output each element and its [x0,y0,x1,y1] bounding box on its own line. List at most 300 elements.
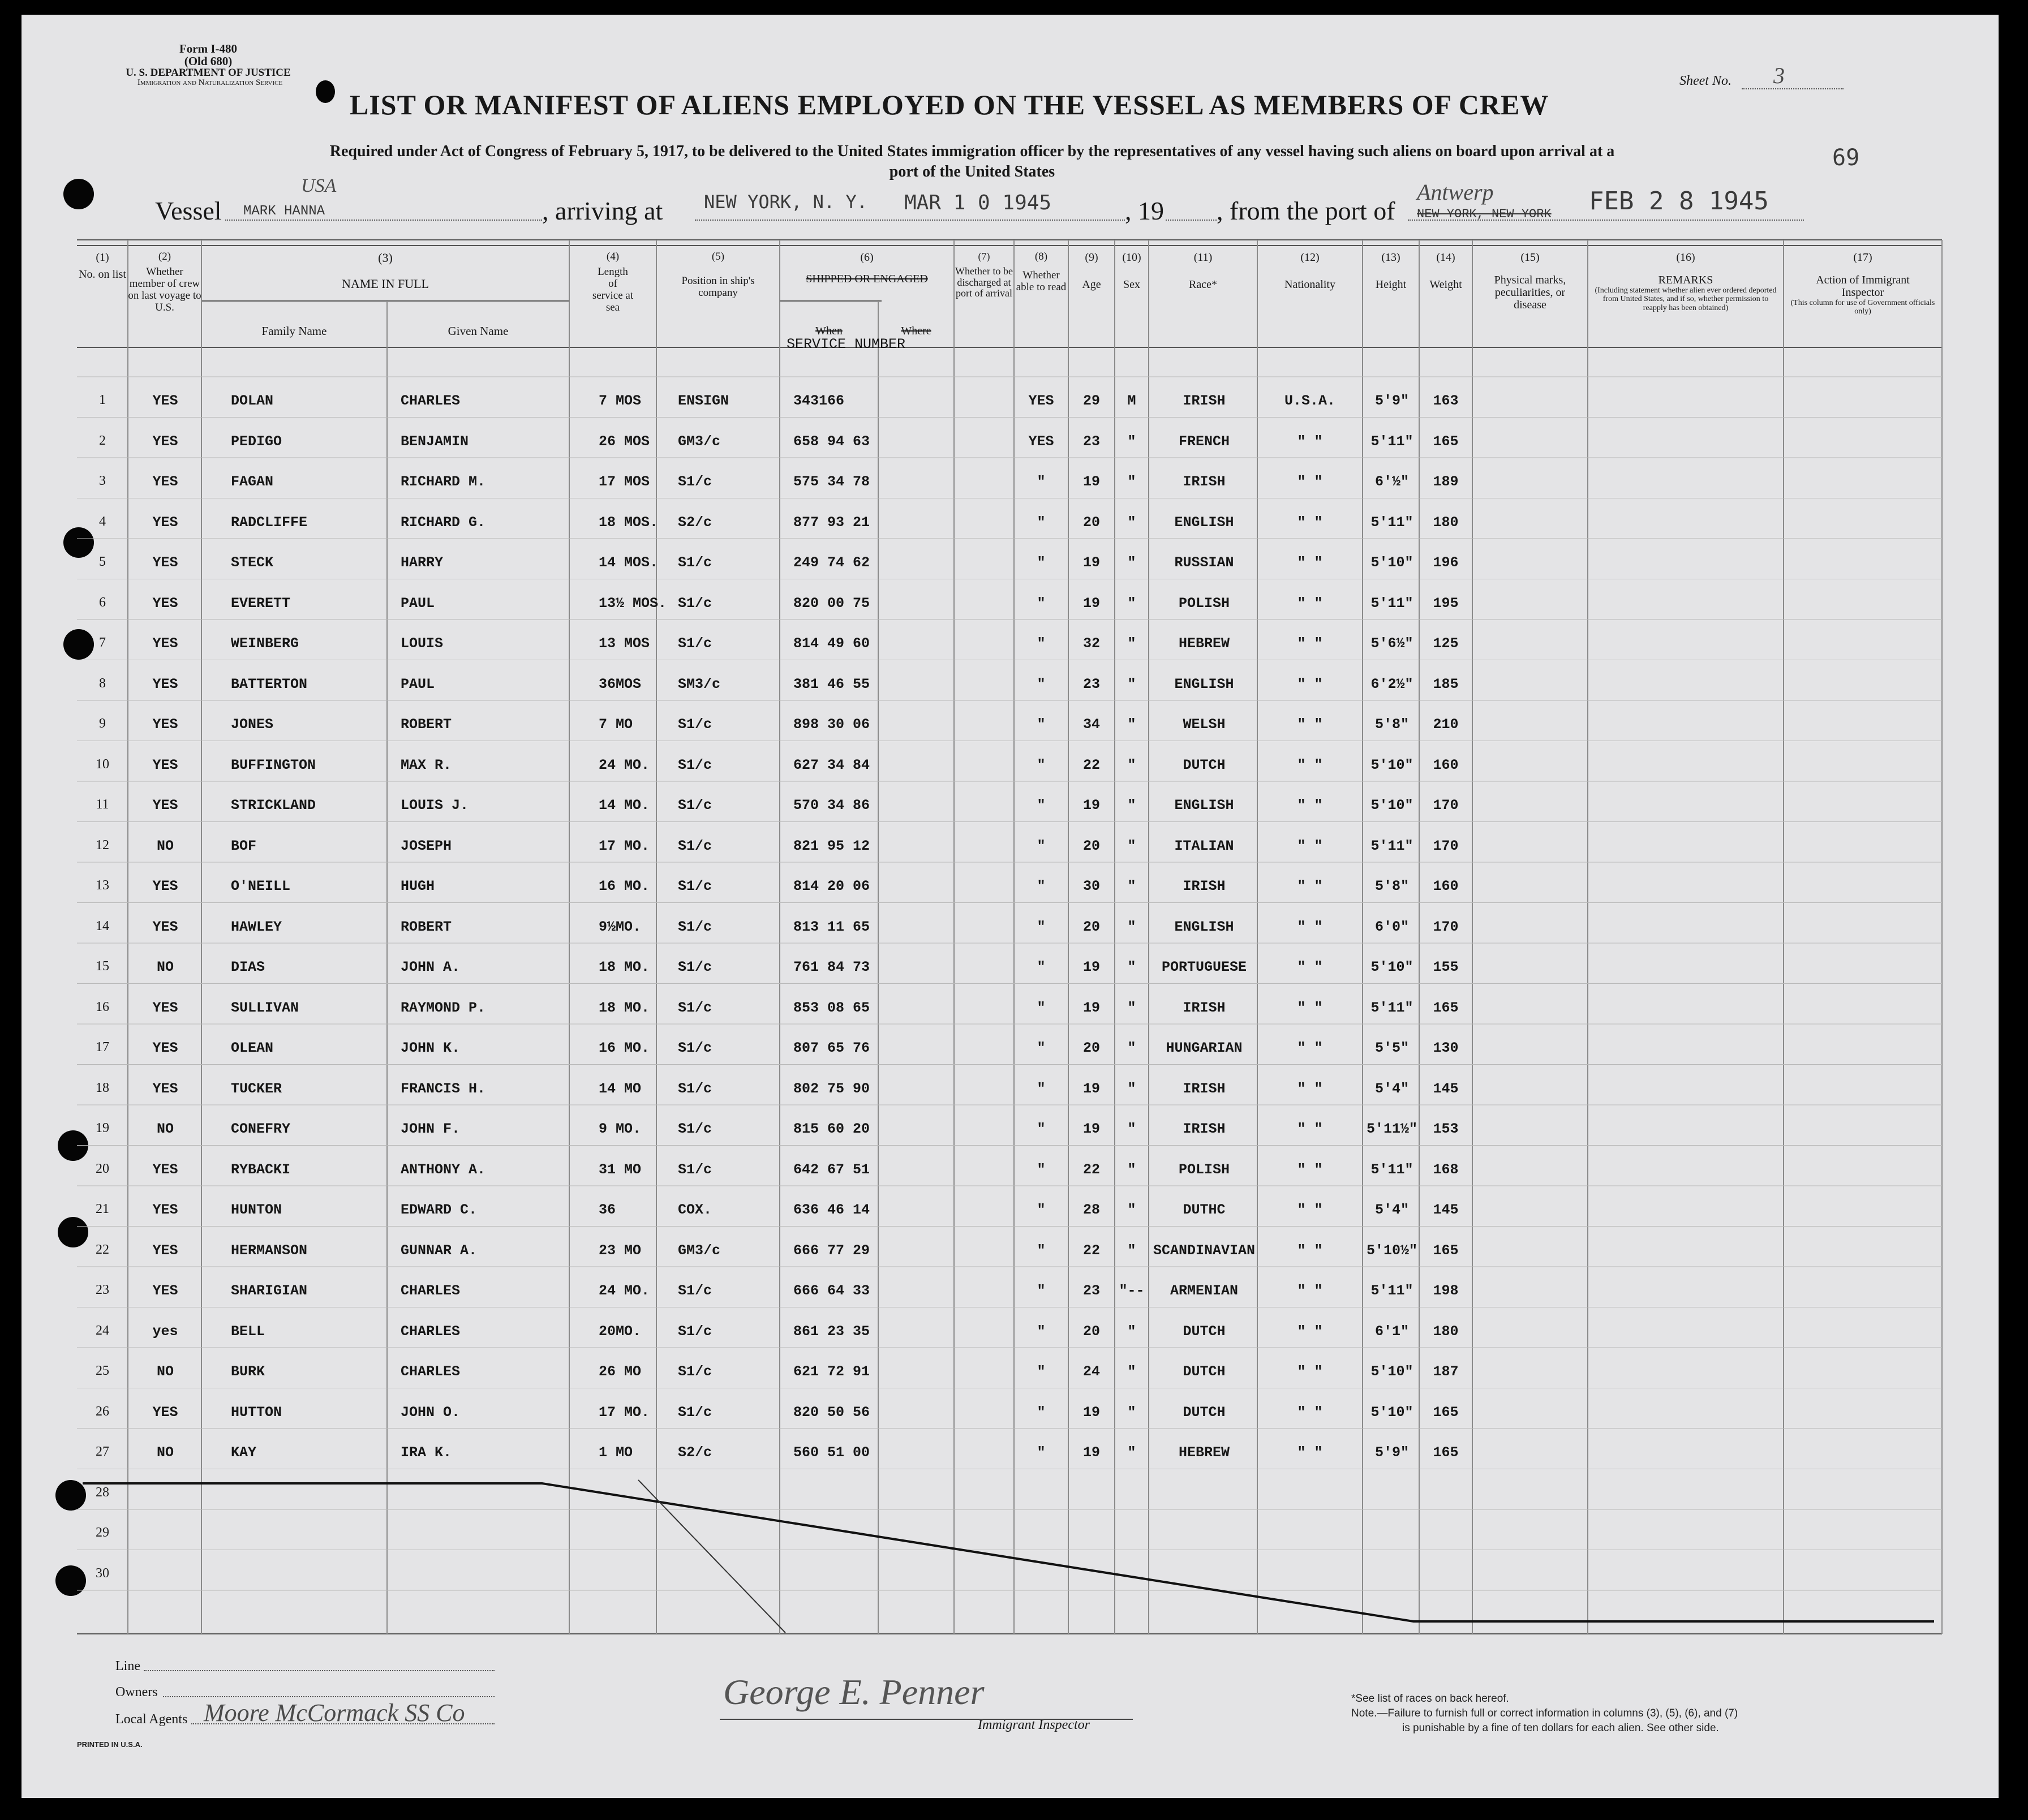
age: 22 [1082,1242,1100,1259]
weight: 180 [1433,514,1459,531]
col-label: Whether member of crew on last voyage to U.S. [128,265,201,313]
weight: 170 [1433,837,1459,854]
nationality: " " [1297,1242,1323,1259]
race: POLISH [1178,1161,1230,1178]
height: 5'8" [1374,716,1409,733]
family-name: HAWLEY [231,918,282,935]
col-label: Physical marks, peculiarities, or disease [1494,274,1566,311]
given-name: BENJAMIN [401,433,469,450]
family-name: JONES [231,716,274,733]
service-number: 570 34 86 [793,797,870,814]
row-number: 11 [96,797,109,812]
row-number: 18 [96,1080,109,1095]
col-15-header [1472,251,1588,311]
departure-port-struck: NEW YORK, NEW YORK [1417,207,1552,221]
sex: " [1127,433,1136,450]
weight: 145 [1433,1080,1459,1097]
weight: 165 [1433,1444,1459,1461]
col-14-header [1419,251,1472,291]
height: 5'10" [1370,797,1413,814]
race: DUTCH [1183,756,1226,773]
nationality: " " [1297,797,1323,814]
col-9-header [1068,251,1115,291]
weight: 165 [1433,1242,1459,1259]
weight: 170 [1433,918,1459,935]
age: 30 [1082,878,1100,894]
height: 5'4" [1374,1202,1409,1218]
age: 20 [1082,514,1100,531]
given-name: JOHN O. [401,1404,461,1421]
weight: 187 [1433,1363,1459,1380]
col-6-where-header: Where [901,325,931,337]
service-number: 381 46 55 [793,675,870,692]
position: S1/c [678,918,712,935]
position: S1/c [678,1323,712,1340]
race: IRISH [1183,878,1226,894]
nationality: U.S.A. [1284,393,1335,409]
col-number: (13) [1381,251,1400,264]
age: 19 [1082,474,1100,490]
given-name: LOUIS [401,635,444,652]
service-number: 249 74 62 [793,554,870,571]
inspector-signature: George E. Penner [723,1672,985,1712]
service-number: 807 65 76 [793,1040,870,1056]
col-13-header [1363,251,1419,291]
height: 5'11½" [1366,1121,1417,1137]
from-port-label: , from the port of [1217,196,1395,225]
family-name: SHARIGIAN [231,1283,308,1299]
race: IRISH [1183,393,1226,409]
given-name: CHARLES [401,393,461,409]
col-number: (8) [1034,251,1048,263]
previous-voyage: YES [152,433,178,450]
family-name: BUFFINGTON [231,756,316,773]
race: IRISH [1183,1080,1226,1097]
given-name: RICHARD M. [401,474,486,490]
col-number: (15) [1520,251,1540,264]
length-of-service: 17 MO. [599,837,650,854]
family-name: SULLIVAN [231,999,299,1016]
able-to-read: " [1037,918,1046,935]
service-number: 642 67 51 [793,1161,870,1178]
service-number: 820 00 75 [793,595,870,612]
able-to-read: YES [1028,393,1054,409]
family-name: FAGAN [231,474,274,490]
family-name: DIAS [231,959,265,975]
length-of-service: 36MOS [599,675,642,692]
col-17-header [1784,251,1942,316]
col-label: Whether to be discharged at port of arrival [955,265,1013,299]
col-10-header [1115,251,1149,291]
length-of-service: 7 MO [599,716,633,733]
service-number: 820 50 56 [793,1404,870,1421]
nationality: " " [1297,675,1323,692]
vessel-name: MARK HANNA [243,204,325,219]
nationality: " " [1297,514,1323,531]
nationality: " " [1297,1283,1323,1299]
weight: 170 [1433,797,1459,814]
nationality: " " [1297,716,1323,733]
length-of-service: 26 MO [599,1363,642,1380]
age: 23 [1082,433,1100,450]
previous-voyage: YES [152,1242,178,1259]
row-number: 26 [96,1404,109,1419]
previous-voyage: YES [152,797,178,814]
service-number: 861 23 35 [793,1323,870,1340]
length-of-service: 1 MO [599,1444,633,1461]
row-number: 4 [99,514,106,529]
able-to-read: " [1037,797,1046,814]
col-label: Weight [1429,278,1462,291]
weight: 185 [1433,675,1459,692]
inspector-label: Immigrant Inspector [978,1718,1090,1732]
col-number: (12) [1300,251,1320,264]
family-name: RYBACKI [231,1161,291,1178]
previous-voyage: yes [152,1323,178,1340]
col-6-service-number-header: SERVICE NUMBER [787,336,906,352]
nationality: " " [1297,1161,1323,1178]
col-label: Race* [1189,278,1217,291]
given-name: JOHN F. [401,1121,461,1137]
col-label: Whether able to read [1016,269,1067,293]
given-name: RAYMOND P. [401,999,486,1016]
previous-voyage: YES [152,878,178,894]
length-of-service: 16 MO. [599,878,650,894]
height: 5'10" [1370,554,1413,571]
given-name: JOSEPH [401,837,452,854]
length-of-service: 24 MO. [599,1283,650,1299]
height: 6'1" [1374,1323,1409,1340]
row-number: 24 [96,1323,109,1338]
sex: " [1127,1323,1136,1340]
col-7-header [954,251,1014,299]
col-16-header [1588,251,1784,312]
sex: " [1127,1040,1136,1056]
service-number: 761 84 73 [793,959,870,975]
able-to-read: " [1037,1242,1046,1259]
able-to-read: " [1037,1040,1046,1056]
subtitle-line-1: Required under Act of Congress of February 5, 1917, to be delivered to the United States immigration officer by the representatives of any vessel having such aliens on board upon arrival at a [329,143,1615,160]
family-name: KAY [231,1444,257,1461]
position: S1/c [678,1040,712,1056]
row-number: 27 [96,1444,109,1459]
able-to-read: " [1037,554,1046,571]
sex: " [1127,474,1136,490]
family-name: CONEFRY [231,1121,291,1137]
row-number: 20 [96,1161,109,1176]
sex: "-- [1119,1283,1145,1299]
weight: 165 [1433,1404,1459,1421]
position: S1/c [678,716,712,733]
vessel-country: USA [301,175,337,196]
form-title: LIST OR MANIFEST OF ALIENS EMPLOYED ON THE VESSEL AS MEMBERS OF CREW [350,89,1549,121]
col-number: (5) [711,251,725,263]
height: 5'11" [1370,1161,1413,1178]
sheet-label: Sheet No. [1679,74,1731,88]
col-3-given-header: Given Name [448,324,509,338]
given-name: FRANCIS H. [401,1080,486,1097]
sex: " [1127,1363,1136,1380]
nationality: " " [1297,1080,1323,1097]
length-of-service: 18 MO. [599,959,650,975]
weight: 125 [1433,635,1459,652]
previous-voyage: YES [152,1202,178,1218]
nationality: " " [1297,878,1323,894]
weight: 155 [1433,959,1459,975]
sex: " [1127,1404,1136,1421]
sex: " [1127,595,1136,612]
family-name: HUTTON [231,1404,282,1421]
height: 5'11" [1370,1283,1413,1299]
race: PORTUGUESE [1161,959,1247,975]
able-to-read: " [1037,635,1046,652]
row-number: 30 [96,1565,109,1581]
row-number: 8 [99,675,106,691]
owners-underline [163,1690,495,1697]
sex: " [1127,675,1136,692]
length-of-service: 24 MO. [599,756,650,773]
position: S1/c [678,1080,712,1097]
length-of-service: 9 MO. [599,1121,642,1137]
col-label: Age [1082,278,1101,291]
col-number: (7) [978,251,990,262]
nationality: " " [1297,959,1323,975]
row-number: 7 [99,635,106,650]
length-of-service: 26 MOS [599,433,650,450]
sex: " [1127,878,1136,894]
row-number: 19 [96,1121,109,1135]
nationality: " " [1297,635,1323,652]
height: 6'½" [1374,474,1409,490]
race: DUTCH [1183,1404,1226,1421]
given-name: CHARLES [401,1283,461,1299]
able-to-read: " [1037,837,1046,854]
service-number: 821 95 12 [793,837,870,854]
previous-voyage: YES [152,554,178,571]
nationality: " " [1297,1040,1323,1056]
age: 29 [1082,393,1100,409]
col-note: (Including statement whether alien ever ordered deported from United States, and if so, whether permission to reapply has been obtained) [1595,286,1777,312]
age: 28 [1082,1202,1100,1218]
service-number: 575 34 78 [793,474,870,490]
service-number: 621 72 91 [793,1363,870,1380]
position: S1/c [678,878,712,894]
family-name: OLEAN [231,1040,274,1056]
service-number: 666 77 29 [793,1242,870,1259]
given-name: EDWARD C. [401,1202,478,1218]
service-number: 898 30 06 [793,716,870,733]
family-name: STRICKLAND [231,797,316,814]
position: S1/c [678,1161,712,1178]
col-label: Position in ship's company [681,274,755,299]
nationality: " " [1297,1323,1323,1340]
height: 5'11" [1370,999,1413,1016]
manifest-sheet [22,15,1999,1798]
sex: " [1127,1444,1136,1461]
length-of-service: 17 MO. [599,1404,650,1421]
length-of-service: 14 MOS. [599,554,659,571]
race: ENGLISH [1174,514,1234,531]
nationality: " " [1297,1202,1323,1218]
height: 5'10" [1370,1404,1413,1421]
race: RUSSIAN [1174,554,1234,571]
family-name: BELL [231,1323,265,1340]
previous-voyage: NO [156,837,174,854]
col-number: (10) [1122,251,1141,264]
service-name: Immigration and Naturalization Service [137,78,283,87]
given-name: CHARLES [401,1363,461,1380]
age: 19 [1082,554,1100,571]
given-name: JOHN K. [401,1040,461,1056]
row-number: 16 [96,999,109,1014]
height: 5'6½" [1370,635,1413,652]
weight: 196 [1433,554,1459,571]
weight: 180 [1433,1323,1459,1340]
length-of-service: 36 [599,1202,616,1218]
nationality: " " [1297,554,1323,571]
race: ENGLISH [1174,675,1234,692]
row-number: 12 [96,837,109,853]
col-8-header [1014,251,1068,294]
service-number: 813 11 65 [793,918,870,935]
race: IRISH [1183,1121,1226,1137]
weight: 189 [1433,474,1459,490]
col-12-header [1257,251,1363,291]
height: 5'4" [1374,1080,1409,1097]
race: HUNGARIAN [1166,1040,1243,1056]
previous-voyage: YES [152,1283,178,1299]
able-to-read: " [1037,716,1046,733]
height: 6'2½" [1370,675,1413,692]
age: 20 [1082,837,1100,854]
height: 5'10" [1370,1363,1413,1380]
height: 5'5" [1374,1040,1409,1056]
col-4-header [569,251,656,313]
length-of-service: 7 MOS [599,393,642,409]
departure-date-stamp: FEB 2 8 1945 [1589,187,1769,216]
nationality: " " [1297,595,1323,612]
age: 24 [1082,1363,1100,1380]
position: S1/c [678,554,712,571]
given-name: PAUL [401,595,435,612]
position: S1/c [678,959,712,975]
service-number: 658 94 63 [793,433,870,450]
weight: 153 [1433,1121,1459,1137]
arrival-port: NEW YORK, N. Y. [704,191,867,213]
col-label: REMARKS [1658,274,1713,286]
col-label: Action of Immigrant Inspector [1816,274,1910,299]
age: 19 [1082,999,1100,1016]
col-number: (6) [860,251,874,264]
race: POLISH [1178,595,1230,612]
service-number: 877 93 21 [793,514,870,531]
col-label: Nationality [1284,278,1335,291]
previous-voyage: YES [152,635,178,652]
sex: " [1127,1161,1136,1178]
age: 22 [1082,1161,1100,1178]
col-label: No. on list [79,268,126,281]
family-name: EVERETT [231,595,291,612]
service-number: 815 60 20 [793,1121,870,1137]
sex: M [1127,393,1136,409]
col-number: (9) [1085,251,1098,264]
race: DUTCH [1183,1323,1226,1340]
race: FRENCH [1178,433,1230,450]
nationality: " " [1297,474,1323,490]
family-name: HERMANSON [231,1242,308,1259]
family-name: DOLAN [231,393,274,409]
col-3-family-header: Family Name [261,324,327,338]
row-number: 17 [96,1040,109,1055]
printed-note: PRINTED IN U.S.A. [77,1740,143,1749]
length-of-service: 14 MO [599,1080,642,1097]
sex: " [1127,1080,1136,1097]
col-number: (16) [1676,251,1695,264]
line-label: Line [115,1659,140,1673]
nationality: " " [1297,433,1323,450]
race: IRISH [1183,999,1226,1016]
col-number: (14) [1436,251,1455,264]
previous-voyage: NO [156,959,174,975]
height: 5'11" [1370,433,1413,450]
age: 20 [1082,1323,1100,1340]
row-number: 1 [99,393,106,407]
row-number: 15 [96,959,109,974]
able-to-read: " [1037,1363,1046,1380]
position: COX. [678,1202,712,1218]
row-number: 13 [96,878,109,893]
position: S1/c [678,1121,712,1137]
col-label: Length of service at sea [592,265,634,313]
length-of-service: 14 MO. [599,797,650,814]
family-name: BOF [231,837,257,854]
penalty-note-2: is punishable by a fine of ten dollars for each alien. See other side. [1402,1722,1719,1734]
col-5-header [656,251,780,299]
race: ENGLISH [1174,797,1234,814]
position: S1/c [678,595,712,612]
able-to-read: " [1037,878,1046,894]
position: S1/c [678,1404,712,1421]
position: SM3/c [678,675,721,692]
previous-voyage: NO [156,1121,174,1137]
arrival-date-stamp: MAR 1 0 1945 [904,191,1052,214]
sex: " [1127,716,1136,733]
previous-voyage: YES [152,918,178,935]
given-name: CHARLES [401,1323,461,1340]
able-to-read: " [1037,1323,1046,1340]
position: S1/c [678,756,712,773]
position: ENSIGN [678,393,729,409]
row-number: 28 [96,1485,109,1500]
previous-voyage: YES [152,474,178,490]
row-number: 5 [99,554,106,569]
age: 23 [1082,675,1100,692]
height: 5'11" [1370,514,1413,531]
family-name: HUNTON [231,1202,282,1218]
service-number: 853 08 65 [793,999,870,1016]
length-of-service: 18 MOS. [599,514,659,531]
service-number: 814 49 60 [793,635,870,652]
able-to-read: " [1037,595,1046,612]
height: 5'8" [1374,878,1409,894]
given-name: GUNNAR A. [401,1242,478,1259]
able-to-read: " [1037,675,1046,692]
family-name: O'NEILL [231,878,291,894]
given-name: ROBERT [401,918,452,935]
form-number: Form I-480 [179,42,238,55]
given-name: LOUIS J. [401,797,469,814]
form-old-number: (Old 680) [184,54,233,68]
